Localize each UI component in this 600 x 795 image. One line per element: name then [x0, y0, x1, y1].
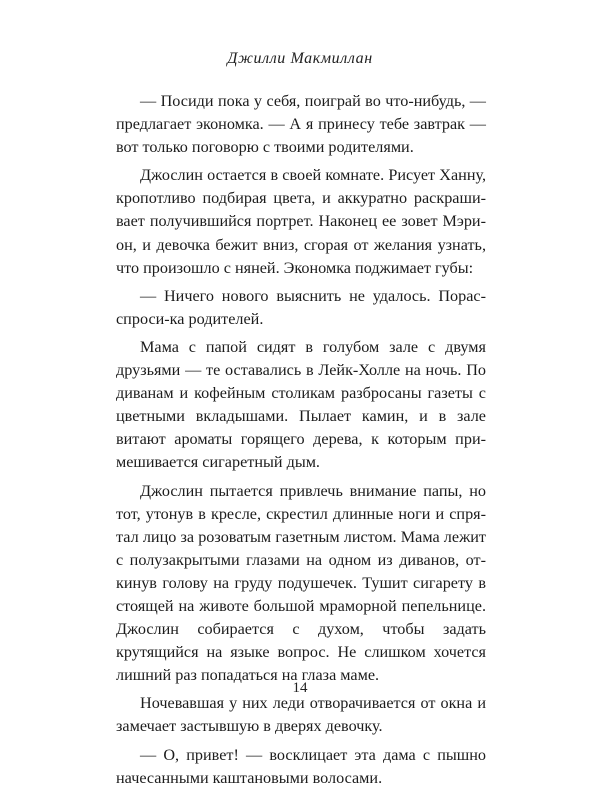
paragraph: — О, привет! — восклицает эта дама с пышно начесанными каштановыми волосами. [116, 745, 486, 787]
paragraph: Джослин остается в своей комнате. Рисует Ханну, кропотливо подбирая цвета, и аккуратно раскрашивает получившийся портрет. Наконец ее зовет Мэрион, и девочка бежит вниз, сгорая от желания узнать, что произошло с няней. Экономка поджимает губы: [116, 166, 486, 277]
paragraph: — Ничего нового выяснить не удалось. Порасспроси-ка родителей. [116, 286, 486, 328]
paragraph: Мама с папой сидят в голубом зале с двумя друзьями — те оставались в Лейк-Холле на ночь. По диванам и кофейным столикам разбросаны газеты с цветными вкладышами. Пылает камин, и в зале витают ароматы горящего дерева, к которым примешивается сигаретный дым. [116, 337, 486, 472]
page-number: 14 [292, 680, 308, 696]
paragraph: Ночевавшая у них леди отворачивается от окна и замечает застывшую в дверях девочку. [116, 694, 486, 736]
running-header-author: Джилли Макмиллан [227, 50, 373, 67]
paragraph: — Посиди пока у себя, поиграй во что-нибудь, — предлагает экономка. — А я принесу тебе завтрак — вот только поговорю с твоими родителями. [116, 92, 486, 157]
paragraph: Джослин пытается привлечь внимание папы, но тот, утонув в кресле, скрестил длинные ноги и спрятал лицо за розоватым газетным листом. Мама лежит с полузакрытыми глазами на одном из диванов, откинув голову на груду подушечек. Тушит сигарету в стоящей на животе большой мраморной пепельнице. Джослин собирается с духом, чтобы задать крутящийся на языке вопрос. Не слишком хочется лишний раз попадаться на глаза маме. [116, 481, 486, 685]
